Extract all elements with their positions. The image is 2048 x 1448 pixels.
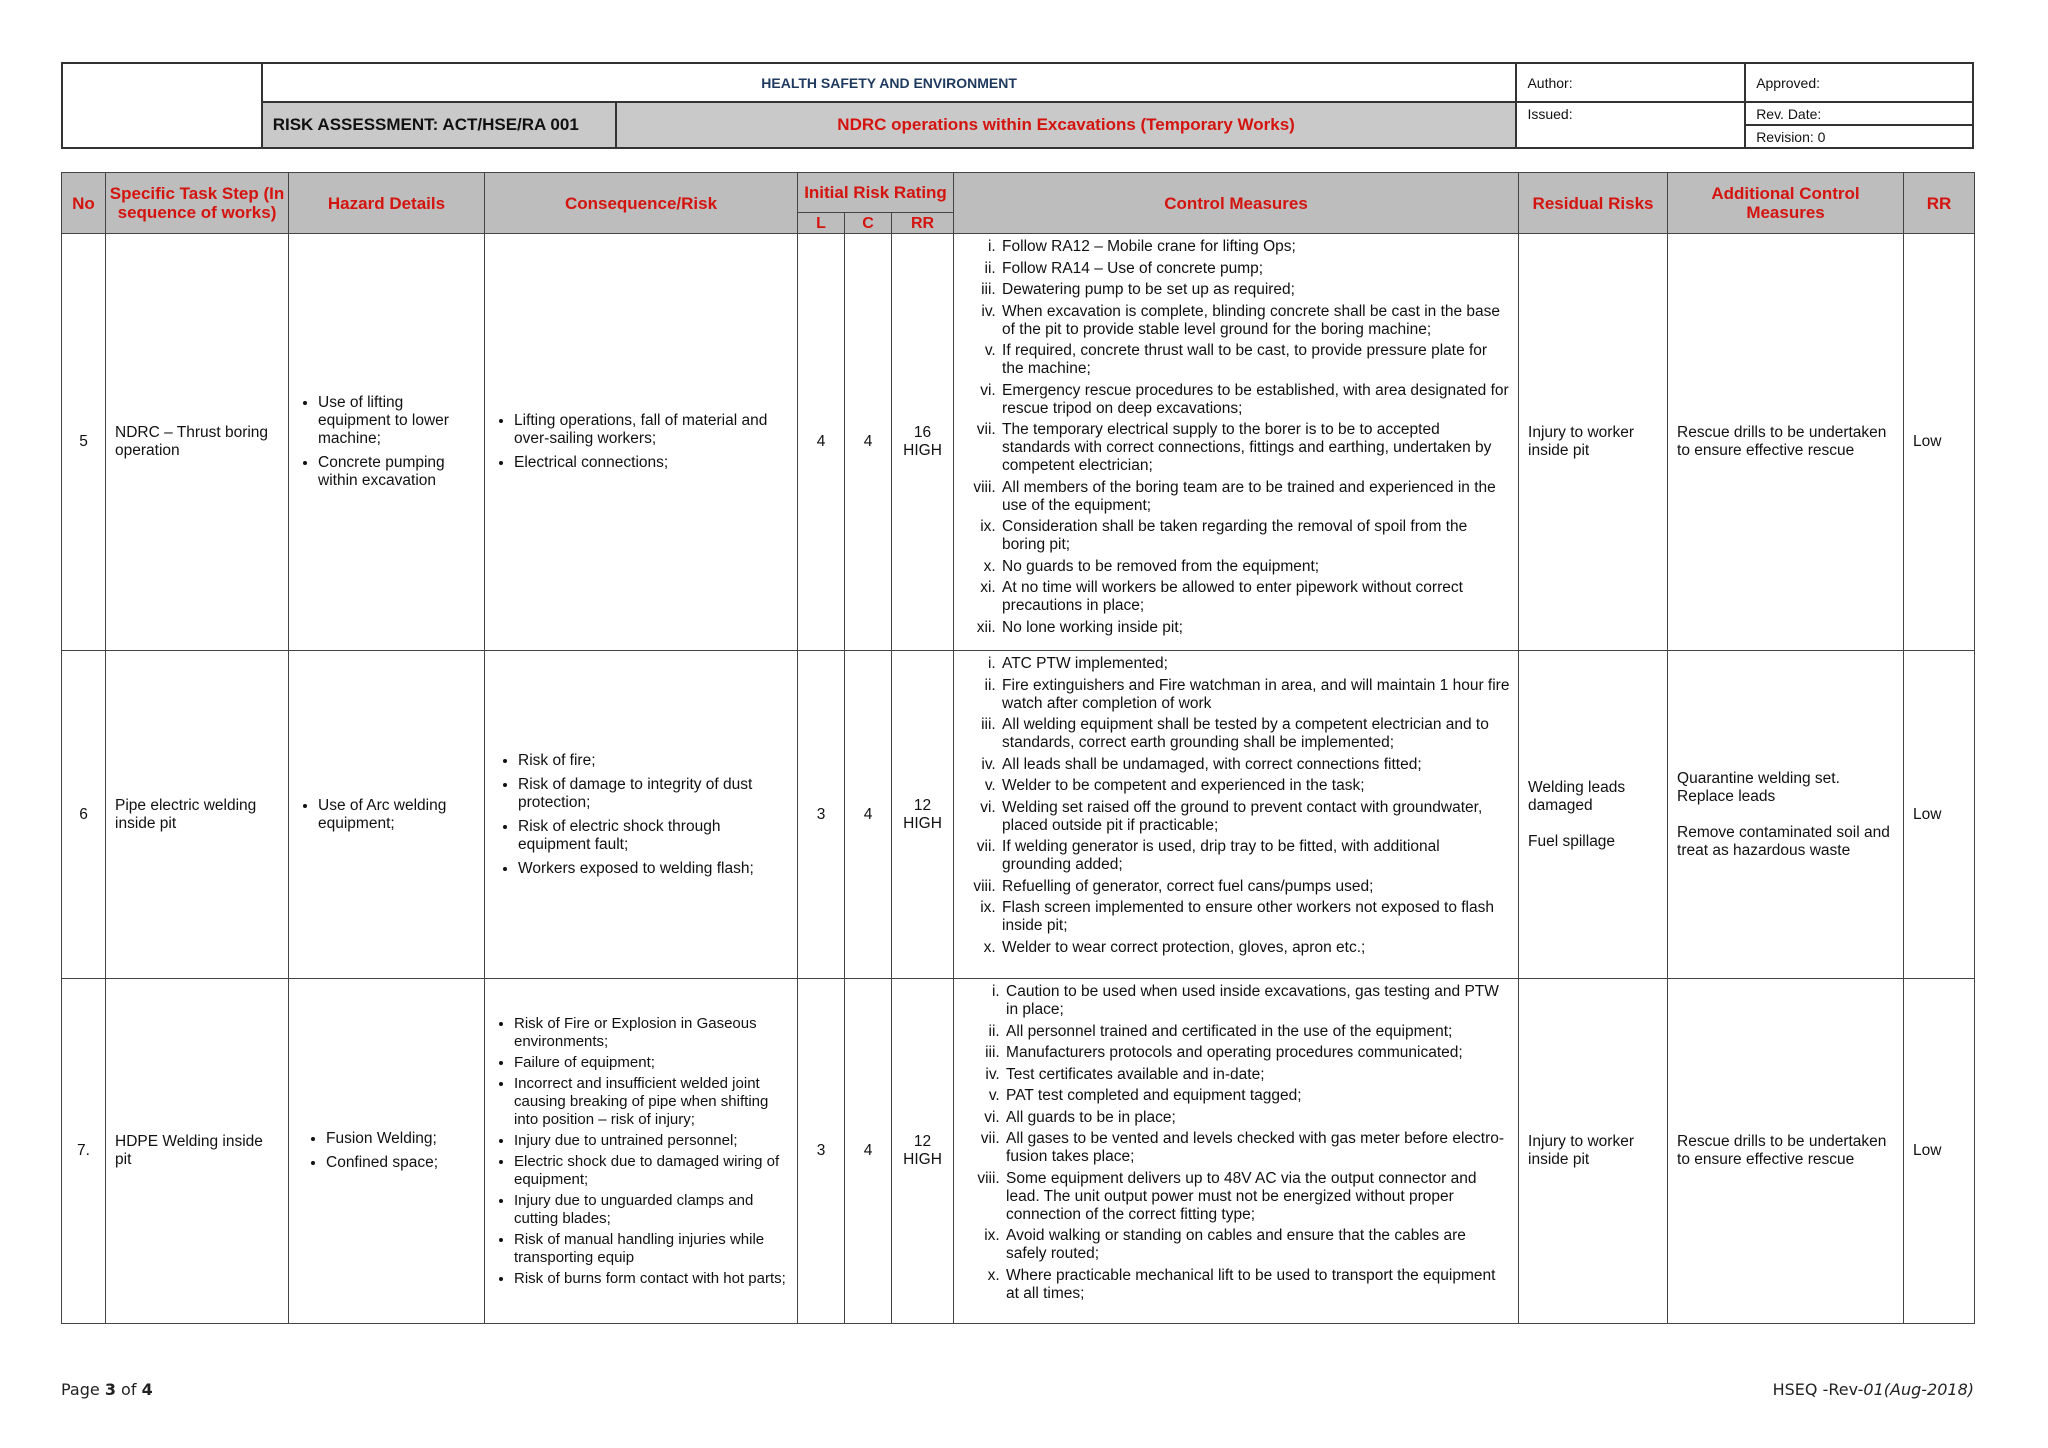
control-item: ii. Fire extinguishers and Fire watchman in area, and will maintain 1 hour fire watch after completion of work [1000,677,1510,713]
additional-controls [1668,651,1904,979]
control-item: vii. If welding generator is used, drip tray to be fitted, with additional grounding added; [1000,838,1510,874]
consequence-score: 4 [845,234,892,651]
table-row [62,234,1975,651]
control-item: v. PAT test completed and equipment tagged; [1004,1087,1510,1105]
control-item: viii. All members of the boring team are to be trained and experienced in the use of the equipment; [1000,479,1510,515]
page-prefix: Page [61,1380,105,1399]
risk-assessment-ref: RISK ASSESSMENT: ACT/HSE/RA 001 [262,102,616,148]
consequence-item: • Electrical connections; [514,454,788,472]
control-item: v. If required, concrete thrust wall to be cast, to provide pressure plate for the machine; [1000,342,1510,378]
control-item: ix. Avoid walking or standing on cables and ensure that the cables are safely routed; [1004,1227,1510,1263]
risk-rating-level: HIGH [903,814,942,832]
risk-rating-value: 16 [913,424,932,441]
control-item: vii. All gases to be vented and levels checked with gas meter before electro-fusion takes place; [1004,1130,1510,1166]
additional-item: Rescue drills to be undertaken to ensure effective rescue [1677,1133,1887,1168]
hazard-item: • Confined space; [326,1154,475,1172]
control-item: vi. Emergency rescue procedures to be established, with area designated for rescue tripod on deep excavations; [1000,382,1510,418]
hazard-details [289,651,485,979]
control-item: v. Welder to be competent and experienced in the task; [1000,777,1510,795]
document-header [61,62,1974,149]
control-item: viii. Refuelling of generator, correct fuel cans/pumps used; [1000,878,1510,896]
hazard-item: • Fusion Welding; [326,1130,475,1148]
residual-item: Welding leads damaged [1528,778,1626,814]
row-no: 7. [62,979,106,1324]
additional-item: Quarantine welding set. Replace leads [1677,769,1840,805]
row-no: 6 [62,651,106,979]
col-header-control: Control Measures [954,173,1519,234]
col-header-initial-risk: Initial Risk Rating [798,173,954,213]
control-item: x. Welder to wear correct protection, gloves, apron etc.; [1000,939,1510,957]
row-no: 5 [62,234,106,651]
residual-risks [1519,979,1668,1324]
consequence-item: • Lifting operations, fall of material and over-sailing workers; [514,412,788,448]
risk-rating-level: HIGH [903,1151,942,1168]
risk-assessment-table [61,172,1975,1324]
page-number [61,1380,153,1399]
consequence-item: • Risk of fire; [518,752,788,770]
revision-field: Revision: 0 [1745,125,1973,148]
control-item: x. Where practicable mechanical lift to be used to transport the equipment at all times; [1004,1267,1510,1303]
control-item: iii. All welding equipment shall be tested by a competent electrician and to standards, correct earth grounding shall be implemented; [1000,716,1510,752]
risk-rating [892,234,954,651]
consequence-risk [485,979,798,1324]
additional-item: Remove contaminated soil and treat as hazardous waste [1677,823,1890,859]
consequence-score: 4 [845,651,892,979]
control-item: iii. Dewatering pump to be set up as required; [1000,281,1510,299]
col-header-l: L [798,213,845,234]
residual-item: Injury to worker inside pit [1528,424,1634,459]
page-current: 3 [104,1380,116,1399]
page-total: 4 [141,1380,153,1399]
control-measures [954,234,1519,651]
col-header-task: Specific Task Step (In sequence of works) [106,173,289,234]
likelihood: 3 [798,651,845,979]
control-item: i. ATC PTW implemented; [1000,655,1510,673]
control-item: ii. All personnel trained and certificated in the use of the equipment; [1004,1023,1510,1041]
col-header-rr-final: RR [1904,173,1975,234]
residual-rating: Low [1904,651,1975,979]
author-field: Author: [1516,63,1745,102]
risk-rating [892,651,954,979]
issued-field: Issued: [1516,102,1745,148]
consequence-item: • Risk of electric shock through equipment fault; [518,818,788,854]
control-item: vii. The temporary electrical supply to the borer is to be to accepted standards with correct connections, fittings and earthing, undertaken by competent electrician; [1000,421,1510,475]
residual-item: Injury to worker inside pit [1528,1133,1634,1168]
control-item: viii. Some equipment delivers up to 48V AC via the output connector and lead. The unit output power must not be energized without proper connection of the correct fitting type; [1004,1170,1510,1224]
table-row [62,651,1975,979]
control-item: ix. Consideration shall be taken regarding the removal of spoil from the boring pit; [1000,518,1510,554]
rev-date-field: Rev. Date: [1745,102,1973,125]
consequence-item: • Risk of Fire or Explosion in Gaseous environments; [514,1015,788,1051]
control-item: vi. Welding set raised off the ground to prevent contact with groundwater, placed outside pit if practicable; [1000,799,1510,835]
task-step: HDPE Welding inside pit [106,979,289,1324]
col-header-c: C [845,213,892,234]
control-item: xi. At no time will workers be allowed to enter pipework without correct precautions in place; [1000,579,1510,615]
residual-item: Fuel spillage [1528,832,1616,850]
likelihood: 3 [798,979,845,1324]
table-row [62,979,1975,1324]
risk-rating-level: HIGH [903,442,942,459]
control-item: ii. Follow RA14 – Use of concrete pump; [1000,260,1510,278]
consequence-item: • Failure of equipment; [514,1054,788,1072]
control-item: x. No guards to be removed from the equipment; [1000,558,1510,576]
additional-controls [1668,979,1904,1324]
control-item: iv. When excavation is complete, blinding concrete shall be cast in the base of the pit to provide stable level ground for the boring machine; [1000,303,1510,339]
hazard-item: • Use of lifting equipment to lower machine; [318,394,475,448]
approved-field: Approved: [1745,63,1973,102]
consequence-item: • Incorrect and insufficient welded joint causing breaking of pipe when shifting into position – risk of injury; [514,1075,788,1129]
task-step: Pipe electric welding inside pit [106,651,289,979]
hazard-details [289,234,485,651]
control-item: ix. Flash screen implemented to ensure other workers not exposed to flash inside pit; [1000,899,1510,935]
document-code [1773,1380,1974,1399]
residual-rating: Low [1904,234,1975,651]
residual-risks [1519,651,1668,979]
page-of: of [115,1380,142,1399]
control-item: iii. Manufacturers protocols and operating procedures communicated; [1004,1044,1510,1062]
risk-rating-value: 12 [913,796,932,814]
doc-code: HSEQ -Rev- [1772,1380,1864,1399]
control-item: iv. All leads shall be undamaged, with correct connections fitted; [1000,756,1510,774]
control-measures [954,651,1519,979]
consequence-item: • Risk of damage to integrity of dust protection; [518,776,788,812]
likelihood: 4 [798,234,845,651]
hazard-details [289,979,485,1324]
consequence-item: • Risk of burns form contact with hot parts; [514,1270,788,1288]
additional-controls [1668,234,1904,651]
col-header-no: No [62,173,106,234]
consequence-item: • Electric shock due to damaged wiring of equipment; [514,1153,788,1189]
risk-rating-value: 12 [913,1133,932,1150]
additional-item: Rescue drills to be undertaken to ensure effective rescue [1677,424,1887,459]
logo-area [62,63,262,148]
hazard-item: • Concrete pumping within excavation [318,454,475,490]
col-header-residual: Residual Risks [1519,173,1668,234]
document-title: NDRC operations within Excavations (Temporary Works) [616,102,1517,148]
consequence-item: • Risk of manual handling injuries while transporting equip [514,1231,788,1267]
col-header-consequence: Consequence/Risk [485,173,798,234]
consequence-risk [485,651,798,979]
control-item: i. Caution to be used when used inside excavations, gas testing and PTW in place; [1004,983,1510,1019]
col-header-hazard: Hazard Details [289,173,485,234]
hazard-item: • Use of Arc welding equipment; [318,797,475,833]
control-measures [954,979,1519,1324]
residual-rating: Low [1904,979,1975,1324]
consequence-risk [485,234,798,651]
risk-rating [892,979,954,1324]
task-step: NDRC – Thrust boring operation [106,234,289,651]
consequence-item: • Injury due to untrained personnel; [514,1132,788,1150]
consequence-item: • Workers exposed to welding flash; [518,860,788,878]
control-item: i. Follow RA12 – Mobile crane for lifting Ops; [1000,238,1510,256]
residual-risks [1519,234,1668,651]
hse-title: HEALTH SAFETY AND ENVIRONMENT [262,63,1517,102]
col-header-additional: Additional Control Measures [1668,173,1904,234]
doc-revision: 01(Aug-2018) [1863,1380,1974,1399]
consequence-score: 4 [845,979,892,1324]
control-item: iv. Test certificates available and in-date; [1004,1066,1510,1084]
control-item: vi. All guards to be in place; [1004,1109,1510,1127]
control-item: xii. No lone working inside pit; [1000,619,1510,637]
consequence-item: • Injury due to unguarded clamps and cutting blades; [514,1192,788,1228]
col-header-rr: RR [892,213,954,234]
